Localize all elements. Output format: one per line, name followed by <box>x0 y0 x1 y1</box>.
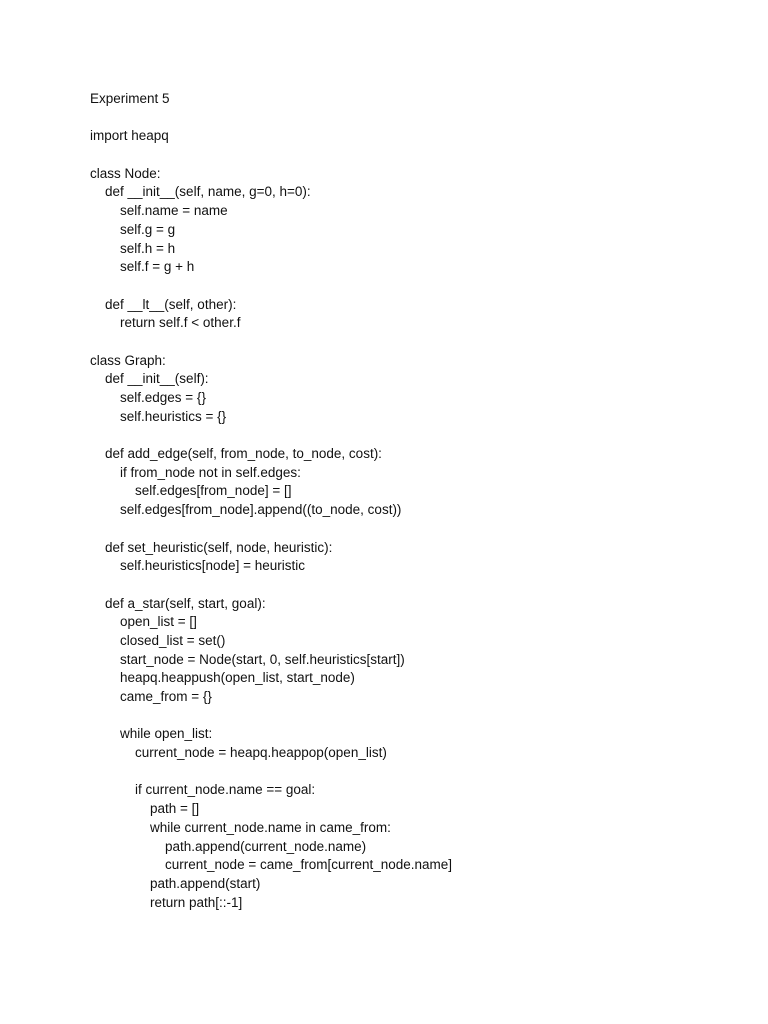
text-line: return path[::-1] <box>90 894 243 910</box>
document-body <box>90 90 730 912</box>
text-line: def __init__(self): <box>90 371 209 387</box>
text-line <box>90 146 730 165</box>
text-line: def a_star(self, start, goal): <box>90 595 266 611</box>
text-line: current_node = heapq.heappop(open_list) <box>90 745 387 761</box>
text-line <box>90 277 730 296</box>
text-line: def set_heuristic(self, node, heuristic): <box>90 539 333 555</box>
text-line: while current_node.name in came_from: <box>90 819 391 835</box>
text-line: class Node: <box>90 165 161 181</box>
text-line <box>90 333 730 352</box>
text-line: self.h = h <box>90 240 176 256</box>
text-line: self.edges[from_node] = [] <box>90 483 292 499</box>
text-line <box>90 763 730 782</box>
text-line: self.heuristics[node] = heuristic <box>90 558 305 574</box>
text-line: return self.f < other.f <box>90 315 241 331</box>
text-line: path = [] <box>90 801 200 817</box>
text-line: self.name = name <box>90 203 228 219</box>
text-line: heapq.heappush(open_list, start_node) <box>90 670 355 686</box>
text-line: self.edges[from_node].append((to_node, cost)) <box>90 502 402 518</box>
text-line: closed_list = set() <box>90 632 226 648</box>
text-line: class Graph: <box>90 352 166 368</box>
text-line: while open_list: <box>90 726 213 742</box>
text-line: if from_node not in self.edges: <box>90 464 301 480</box>
text-line: self.edges = {} <box>90 390 206 405</box>
text-line <box>90 520 730 539</box>
text-line: if current_node.name == goal: <box>90 782 316 798</box>
text-line: self.g = g <box>90 221 176 237</box>
text-line: import heapq <box>90 128 169 144</box>
text-line: self.f = g + h <box>90 259 195 275</box>
text-line: def add_edge(self, from_node, to_node, cost): <box>90 446 382 462</box>
text-line <box>90 707 730 726</box>
text-line: path.append(start) <box>90 875 261 891</box>
text-line <box>90 576 730 595</box>
document-title: Experiment 5 <box>90 91 170 106</box>
text-line: self.heuristics = {} <box>90 408 227 424</box>
text-line: came_from = {} <box>90 689 212 704</box>
text-line: def __lt__(self, other): <box>90 296 237 312</box>
text-line <box>90 426 730 445</box>
text-line: start_node = Node(start, 0, self.heuristics[start]) <box>90 651 405 667</box>
text-line: path.append(current_node.name) <box>90 838 367 854</box>
text-line: current_node = came_from[current_node.name] <box>90 857 453 873</box>
text-line: def __init__(self, name, g=0, h=0): <box>90 184 311 200</box>
text-line: open_list = [] <box>90 614 197 630</box>
text-line <box>90 109 730 128</box>
